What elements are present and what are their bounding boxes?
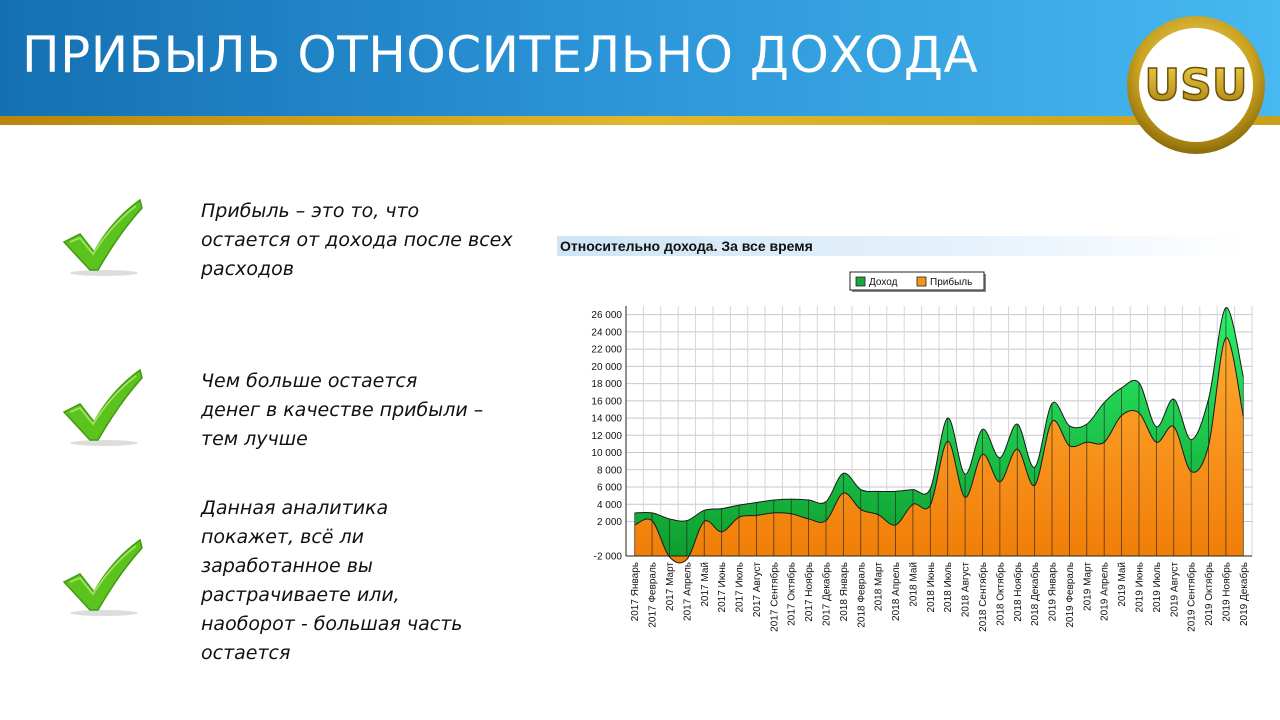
- x-tick-label: 2018 Октябрь: [995, 562, 1007, 626]
- y-tick-label: 18 000: [591, 379, 622, 391]
- bullet-line: тем лучше: [201, 428, 308, 450]
- x-tick-label: 2017 Октябрь: [786, 562, 798, 626]
- bullet-line: Прибыль – это то, что: [201, 200, 420, 222]
- check-icon: [60, 538, 150, 618]
- logo-text: USU: [1144, 60, 1248, 111]
- x-tick-label: 2017 Сентябрь: [769, 562, 781, 632]
- y-tick-label: -2 000: [593, 551, 622, 563]
- y-tick-label: 24 000: [591, 327, 622, 339]
- x-tick-label: 2017 Август: [751, 562, 763, 618]
- x-tick-label: 2018 Апрель: [891, 562, 903, 621]
- bullet-text-2: [201, 367, 541, 454]
- x-tick-label: 2019 Март: [1082, 562, 1094, 611]
- x-tick-label: 2017 Январь: [630, 562, 642, 622]
- page-title: ПРИБЫЛЬ ОТНОСИТЕЛЬНО ДОХОДА: [22, 26, 979, 84]
- x-tick-label: 2018 Декабрь: [1030, 562, 1042, 627]
- bullet-line: остается от дохода после всех: [201, 229, 513, 251]
- y-tick-label: 2 000: [596, 517, 622, 529]
- y-tick-label: 14 000: [591, 413, 622, 425]
- legend-label-profit: Прибыль: [930, 277, 973, 288]
- y-tick-label: 26 000: [591, 310, 622, 322]
- y-tick-label: 12 000: [591, 430, 622, 442]
- bullet-text-3: [201, 494, 541, 668]
- usu-logo: [1125, 14, 1267, 156]
- x-tick-label: 2017 Май: [699, 562, 711, 607]
- header-stripe: [0, 116, 1280, 125]
- x-tick-label: 2018 Февраль: [856, 562, 868, 628]
- bullet-line: покажет, всё ли: [201, 526, 364, 548]
- y-tick-label: 6 000: [596, 482, 622, 494]
- x-tick-label: 2019 Октябрь: [1204, 562, 1216, 626]
- y-tick-label: 20 000: [591, 361, 622, 373]
- bullet-line: растрачиваете или,: [201, 584, 400, 606]
- bullet-line: Чем больше остается: [201, 370, 418, 392]
- x-tick-label: 2019 Февраль: [1064, 562, 1076, 628]
- area-chart: [560, 260, 1270, 650]
- legend-swatch-income: [856, 277, 865, 286]
- x-tick-label: 2019 Июнь: [1134, 562, 1146, 613]
- bullet-line: наоборот - большая часть: [201, 613, 463, 635]
- x-tick-label: 2018 Июль: [943, 562, 955, 613]
- y-tick-label: 8 000: [596, 465, 622, 477]
- legend-swatch-profit: [917, 277, 926, 286]
- x-tick-label: 2018 Январь: [838, 562, 850, 622]
- x-tick-label: 2017 Ноябрь: [804, 562, 816, 622]
- x-tick-label: 2017 Июнь: [717, 562, 729, 613]
- check-icon: [60, 198, 150, 278]
- x-tick-label: 2017 Декабрь: [821, 562, 833, 627]
- x-tick-label: 2019 Август: [1169, 562, 1181, 618]
- x-tick-label: 2017 Апрель: [682, 562, 694, 621]
- x-tick-label: 2018 Август: [960, 562, 972, 618]
- x-tick-label: 2019 Январь: [1047, 562, 1059, 622]
- x-tick-label: 2017 Март: [664, 562, 676, 611]
- bullet-text-1: [201, 197, 541, 284]
- legend-label-income: Доход: [869, 277, 898, 288]
- y-tick-label: 10 000: [591, 448, 622, 460]
- bullet-line: остается: [201, 642, 291, 664]
- x-tick-label: 2017 Февраль: [647, 562, 659, 628]
- bullet-line: заработанное вы: [201, 555, 373, 577]
- x-tick-label: 2017 Июль: [734, 562, 746, 613]
- chart-title: Относительно дохода. За все время: [560, 238, 813, 254]
- x-tick-label: 2019 Сентябрь: [1186, 562, 1198, 632]
- x-tick-label: 2019 Июль: [1151, 562, 1163, 613]
- x-tick-label: 2019 Декабрь: [1238, 562, 1250, 627]
- x-tick-label: 2019 Апрель: [1099, 562, 1111, 621]
- x-tick-label: 2018 Ноябрь: [1012, 562, 1024, 622]
- y-tick-label: 22 000: [591, 344, 622, 356]
- x-tick-label: 2019 Ноябрь: [1221, 562, 1233, 622]
- y-tick-label: 4 000: [596, 499, 622, 511]
- x-tick-label: 2018 Июнь: [925, 562, 937, 613]
- check-icon: [60, 368, 150, 448]
- bullet-line: денег в качестве прибыли –: [201, 399, 484, 421]
- x-tick-label: 2018 Май: [908, 562, 920, 607]
- x-tick-label: 2018 Март: [873, 562, 885, 611]
- bullet-line: Данная аналитика: [201, 497, 389, 519]
- y-tick-label: 16 000: [591, 396, 622, 408]
- bullet-line: расходов: [201, 258, 294, 280]
- x-tick-label: 2018 Сентябрь: [977, 562, 989, 632]
- x-tick-label: 2019 Май: [1117, 562, 1129, 607]
